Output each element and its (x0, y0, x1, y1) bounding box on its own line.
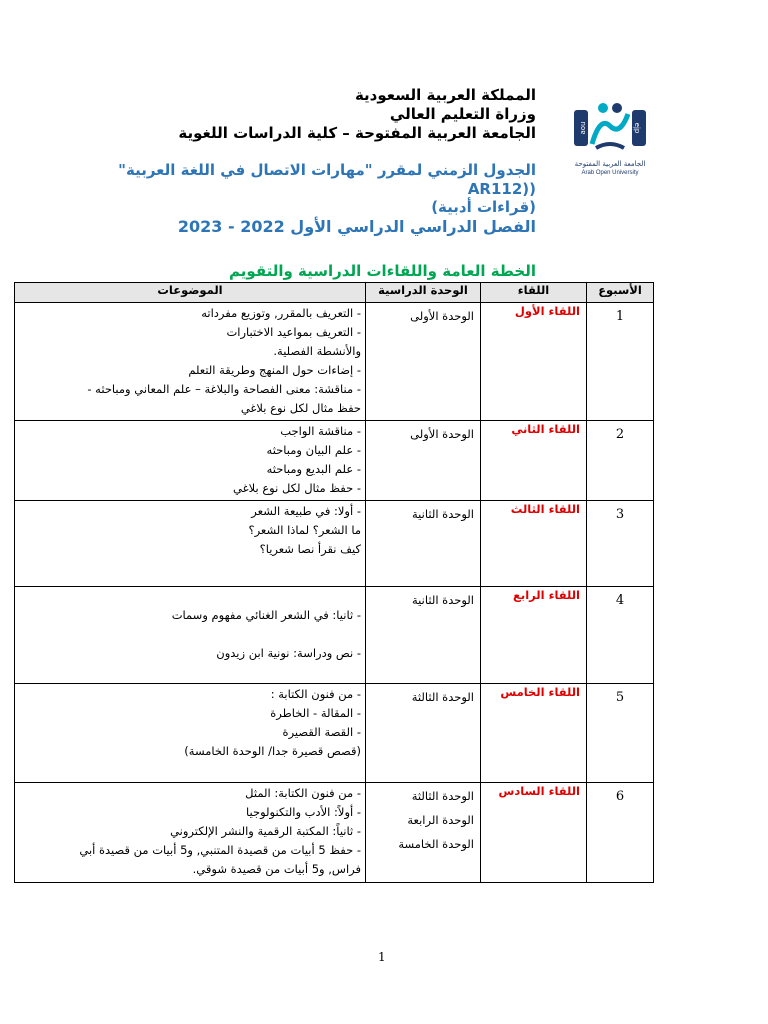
unit-cell (366, 587, 481, 684)
aou-logo (570, 96, 650, 176)
topics-cell (15, 783, 366, 883)
unit-name: الوحدة الأولى (410, 427, 474, 441)
course-title-block (116, 160, 536, 238)
page-number: 1 (378, 950, 386, 964)
meeting-name: اللقاء الثاني (481, 421, 587, 501)
topic-line: - ثانياً: المكتبة الرقمية والنشر الإلكتروني (170, 824, 361, 838)
topics-cell (15, 684, 366, 783)
topic-line: - علم البيان ومباحثه (266, 443, 361, 457)
course-subtitle: (قراءات أدبية) (431, 198, 536, 216)
unit-name: الوحدة الثانية (412, 507, 474, 521)
topic-line: - التعريف بمواعيد الاختبارات (226, 325, 361, 339)
unit-name: الوحدة الثانية (412, 593, 474, 607)
header-week: الأسبوع (587, 283, 654, 303)
topic-line: - حفظ مثال لكل نوع بلاغي (233, 481, 361, 495)
topic-line: (قصص قصيرة جدا/ الوحدة الخامسة) (184, 744, 361, 758)
unit-name: الوحدة الثالثة (411, 789, 474, 803)
unit-name: الوحدة الرابعة (407, 813, 474, 827)
header-country: المملكة العربية السعودية (354, 86, 536, 104)
week-number: 2 (587, 421, 654, 501)
aou-logo-mark (570, 96, 650, 156)
logo-english-name: Arab Open University (581, 170, 639, 176)
unit-cell (366, 501, 481, 587)
topic-line: والأنشطة الفصلية. (273, 344, 361, 358)
topic-line: - المقالة - الخاطرة (270, 706, 361, 720)
meeting-name: اللقاء الرابع (481, 587, 587, 684)
meeting-name: اللقاء الخامس (481, 684, 587, 783)
topic-line: فراس, و5 أبيات من قصيدة شوقي. (192, 862, 361, 876)
header-university: الجامعة العربية المفتوحة – كلية الدراسات اللغوية (178, 124, 536, 142)
unit-name: الوحدة الخامسة (398, 837, 474, 851)
week-number: 5 (587, 684, 654, 783)
topic-line: - مناقشة الواجب (280, 424, 361, 438)
semester-line: الفصل الدراسي الدراسي الأول 2022 - 2023 (177, 217, 536, 236)
unit-cell (366, 303, 481, 421)
unit-name: الوحدة الأولى (410, 309, 474, 323)
unit-name: الوحدة الثالثة (411, 690, 474, 704)
week-number: 1 (587, 303, 654, 421)
header-unit: الوحدة الدراسية (366, 283, 481, 303)
topic-line: - حفظ 5 أبيات من قصيدة المتنبي, و5 أبيات من قصيدة أبي (79, 843, 361, 857)
topics-cell (15, 501, 366, 587)
header-meeting: اللقاء (481, 283, 587, 303)
meeting-name: اللقاء السادس (481, 783, 587, 883)
meeting-name: اللقاء الأول (481, 303, 587, 421)
topic-line: ما الشعر؟ لماذا الشعر؟ (248, 523, 361, 537)
topic-line: - أولاً: الأدب والتكنولوجيا (245, 805, 361, 819)
table-row (15, 684, 654, 783)
logo-right-mark: ejp (633, 122, 641, 134)
logo-arabic-name: الجامعة العربية المفتوحة (574, 160, 646, 168)
logo-left-mark: aou (579, 121, 587, 135)
topics-cell (15, 421, 366, 501)
course-title: الجدول الزمني لمقرر "مهارات الاتصال في اللغة العربية" (118, 161, 536, 179)
topic-line (19, 625, 361, 644)
topic-line: - نص ودراسة: نونية ابن زيدون (216, 646, 361, 660)
topics-cell (15, 303, 366, 421)
table-row (15, 783, 654, 883)
table-row (15, 587, 654, 684)
topic-line: - القصة القصيرة (282, 725, 361, 739)
meeting-name: اللقاء الثالث (481, 501, 587, 587)
topic-line: - إضاءات حول المنهج وطريقة التعلم (188, 363, 361, 377)
topic-line: - من فنون الكتابة : (270, 687, 361, 701)
table-header-row (15, 283, 654, 303)
document-header (116, 86, 536, 143)
unit-cell (366, 783, 481, 883)
week-number: 3 (587, 501, 654, 587)
header-topics: الموضوعات (15, 283, 366, 303)
unit-cell (366, 684, 481, 783)
topic-line: - ثانيا: في الشعر الغنائي مفهوم وسمات (171, 608, 361, 622)
topic-line: حفظ مثال لكل نوع بلاغي (240, 401, 361, 415)
topic-line: - التعريف بالمقرر, وتوزيع مفرداته (201, 306, 361, 320)
schedule-table (14, 282, 654, 883)
topic-line: - علم البديع ومباحثه (266, 462, 361, 476)
section-title: الخطة العامة واللقاءات الدراسية والتقويم (229, 262, 536, 280)
topic-line: - مناقشة: معنى الفصاحة والبلاغة – علم المعاني ومباحثه - (87, 382, 361, 396)
table-row (15, 421, 654, 501)
course-code: AR112)) (467, 180, 536, 198)
week-number: 6 (587, 783, 654, 883)
topic-line: - من فنون الكتابة: المثل (245, 786, 361, 800)
header-ministry: وزراة التعليم العالي (389, 105, 536, 123)
topic-line: - أولا: في طبيعة الشعر (251, 504, 361, 518)
table-row (15, 303, 654, 421)
unit-cell (366, 421, 481, 501)
week-number: 4 (587, 587, 654, 684)
topic-line: كيف نقرأ نصا شعريا؟ (259, 542, 361, 556)
topics-cell (15, 587, 366, 684)
table-row (15, 501, 654, 587)
